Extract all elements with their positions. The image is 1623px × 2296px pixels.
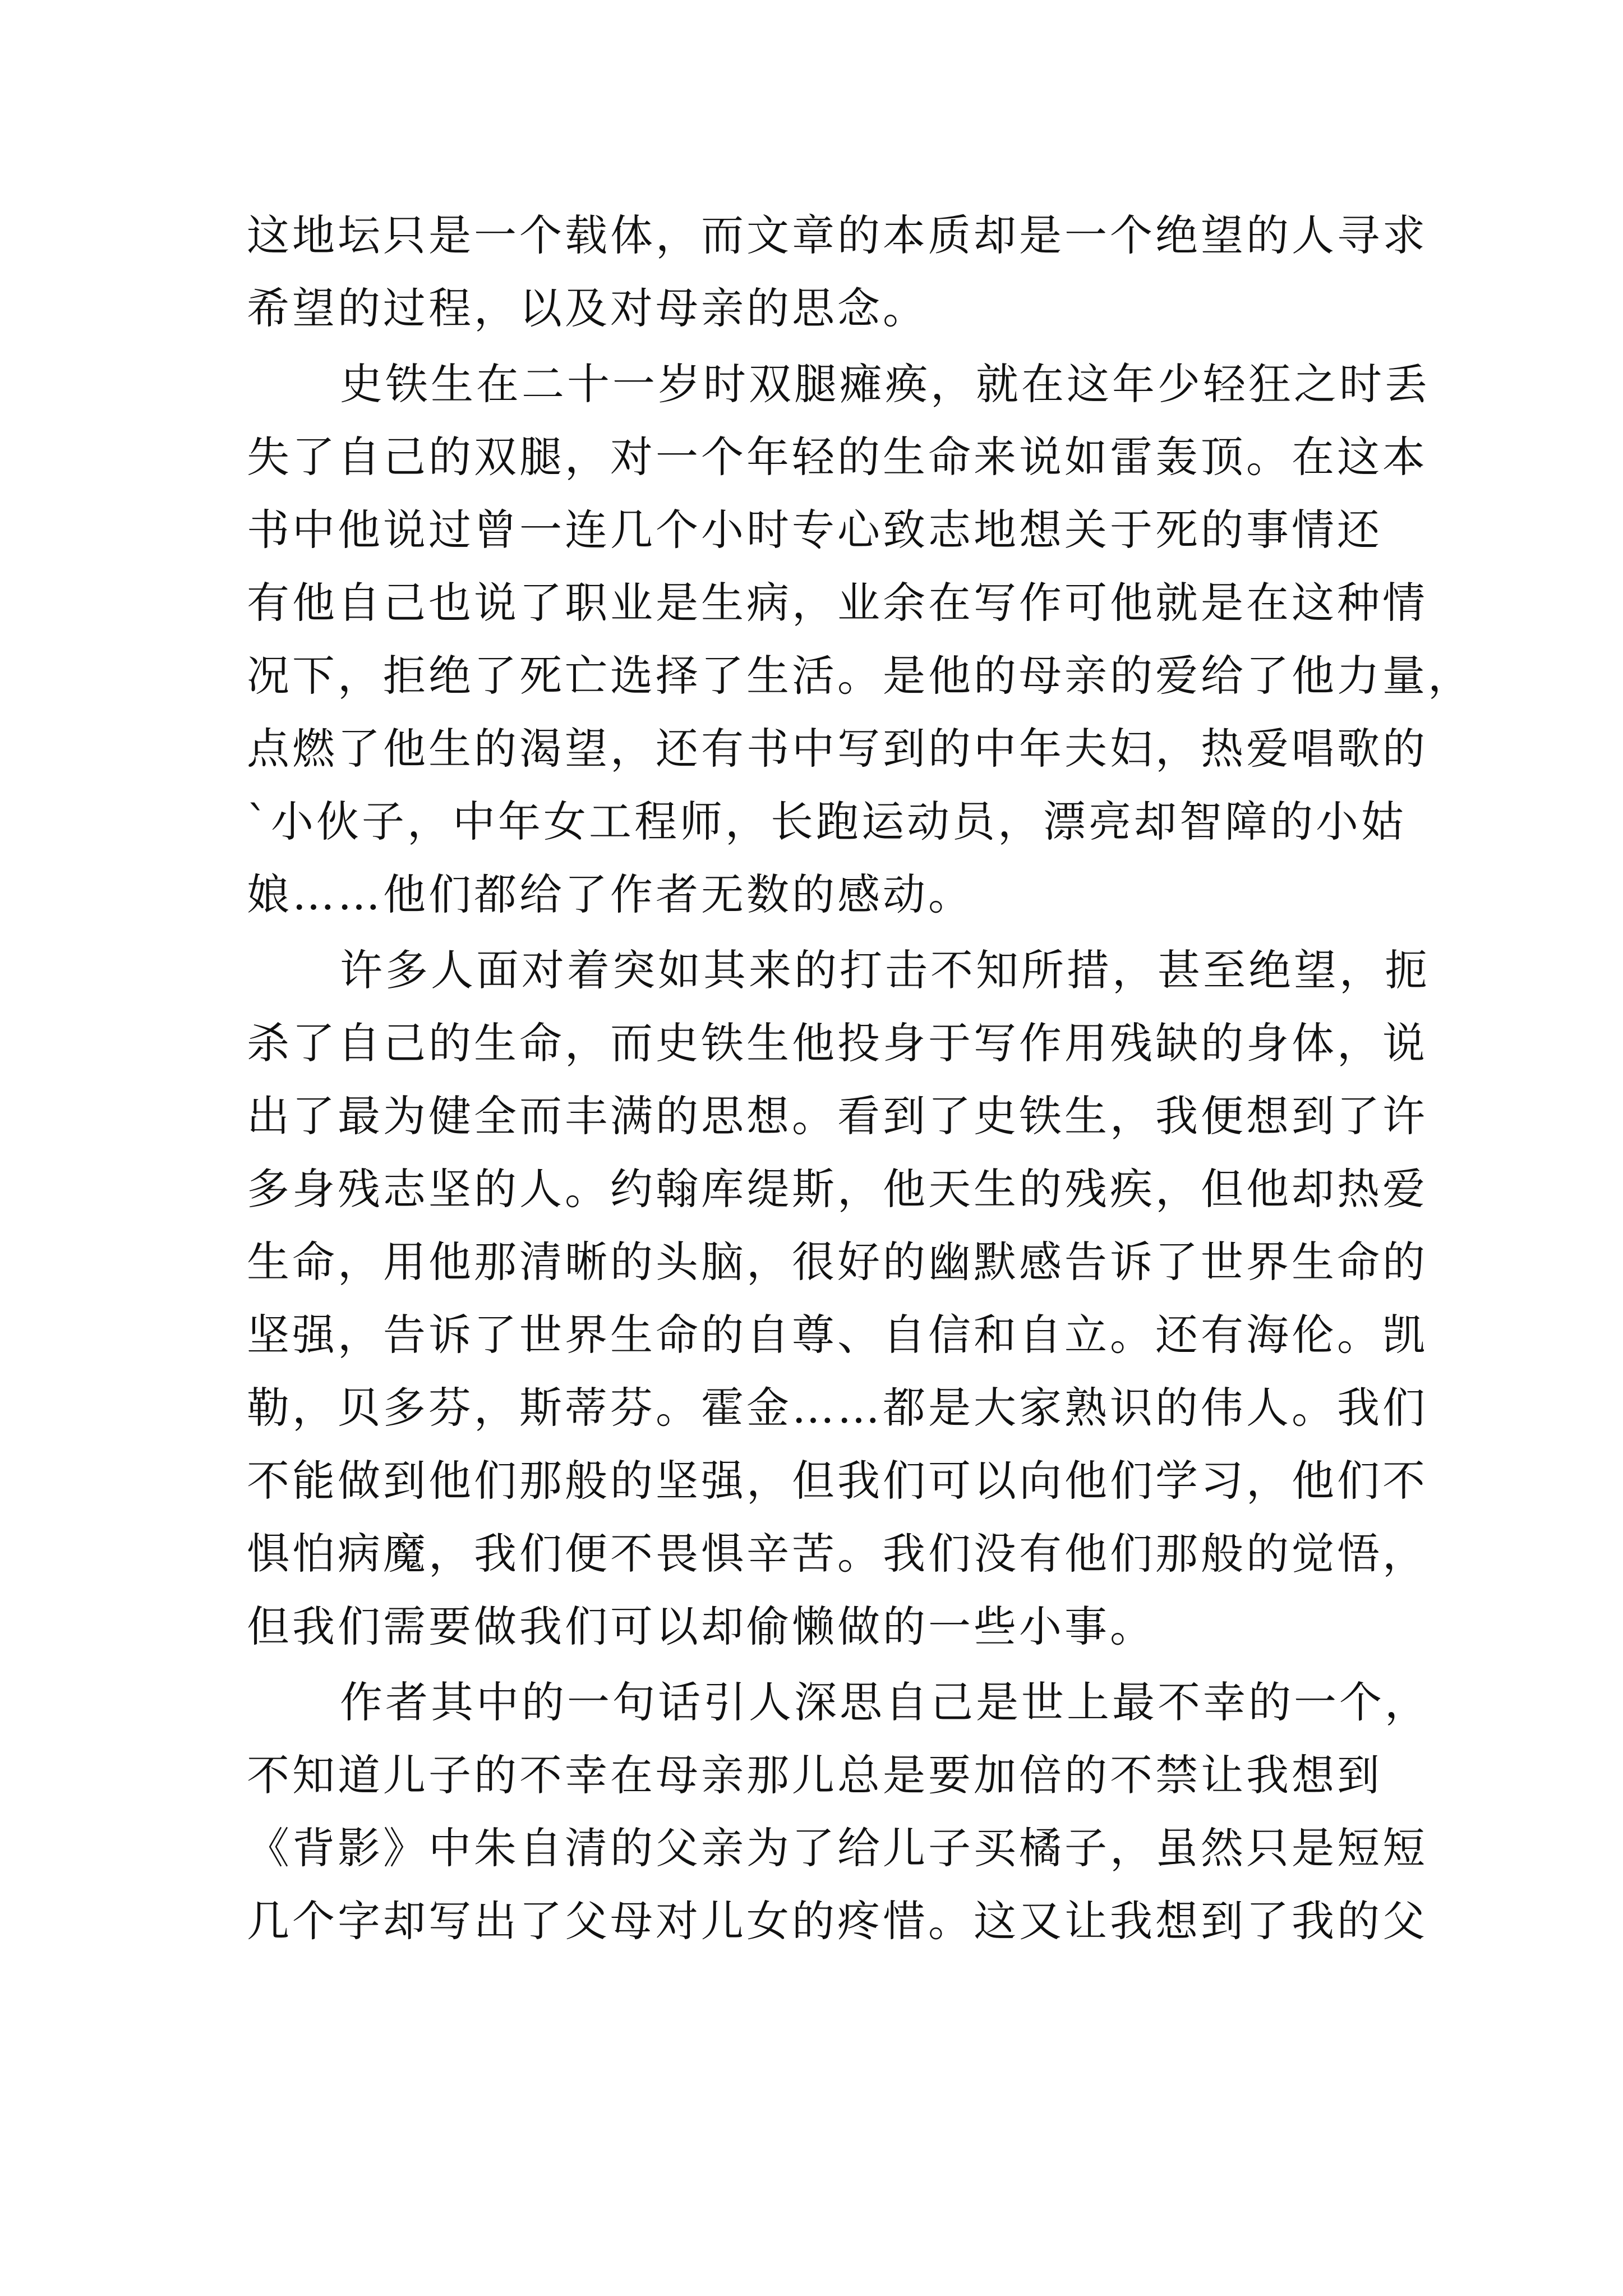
text-line: 多身残志坚的人。约翰库缇斯，他天生的残疾，但他却热爱	[247, 1164, 1428, 1214]
text-line: 这地坛只是一个载体，而文章的本质却是一个绝望的人寻求	[247, 210, 1428, 260]
text-line: 坚强，告诉了世界生命的自尊、自信和自立。还有海伦。凯	[247, 1310, 1428, 1360]
text-line: 不知道儿子的不幸在母亲那儿总是要加倍的不禁让我想到	[247, 1750, 1382, 1800]
text-line: 杀了自己的生命，而史铁生他投身于写作用残缺的身体，说	[247, 1018, 1428, 1068]
text-line: 但我们需要做我们可以却偷懒做的一些小事。	[247, 1602, 1155, 1651]
text-line: 惧怕病魔，我们便不畏惧辛苦。我们没有他们那般的觉悟，	[247, 1529, 1428, 1579]
text-line: 娘……他们都给了作者无数的感动。	[247, 869, 974, 919]
text-line: 勒，贝多芬，斯蒂芬。霍金……都是大家熟识的伟人。我们	[247, 1383, 1428, 1433]
paragraph-first-line: 作者其中的一句话引人深思自己是世上最不幸的一个，	[340, 1677, 1430, 1727]
text-line: 书中他说过曾一连几个小时专心致志地想关于死的事情还	[247, 505, 1382, 555]
text-line: `小伙子，中年女工程师，长跑运动员，漂亮却智障的小姑	[247, 797, 1407, 846]
text-line: 点燃了他生的渴望，还有书中写到的中年夫妇，热爱唱歌的	[247, 724, 1428, 774]
text-line: 不能做到他们那般的坚强，但我们可以向他们学习，他们不	[247, 1456, 1428, 1506]
paragraph-first-line: 史铁生在二十一岁时双腿瘫痪，就在这年少轻狂之时丢	[340, 359, 1430, 409]
paragraph-first-line: 许多人面对着突如其来的打击不知所措，甚至绝望，扼	[340, 945, 1430, 995]
text-line: 出了最为健全而丰满的思想。看到了史铁生，我便想到了许	[247, 1091, 1428, 1141]
text-line: 生命，用他那清晰的头脑，很好的幽默感告诉了世界生命的	[247, 1237, 1428, 1287]
text-line: 《背影》中朱自清的父亲为了给儿子买橘子，虽然只是短短	[247, 1823, 1428, 1873]
text-line: 况下，拒绝了死亡选择了生活。是他的母亲的爱给了他力量，	[247, 651, 1473, 701]
text-line: 几个字却写出了父母对儿女的疼惜。这又让我想到了我的父	[247, 1896, 1428, 1946]
text-line: 有他自己也说了职业是生病，业余在写作可他就是在这种情	[247, 578, 1428, 628]
text-line: 失了自己的双腿，对一个年轻的生命来说如雷轰顶。在这本	[247, 432, 1428, 482]
text-line: 希望的过程，以及对母亲的思念。	[247, 283, 928, 333]
